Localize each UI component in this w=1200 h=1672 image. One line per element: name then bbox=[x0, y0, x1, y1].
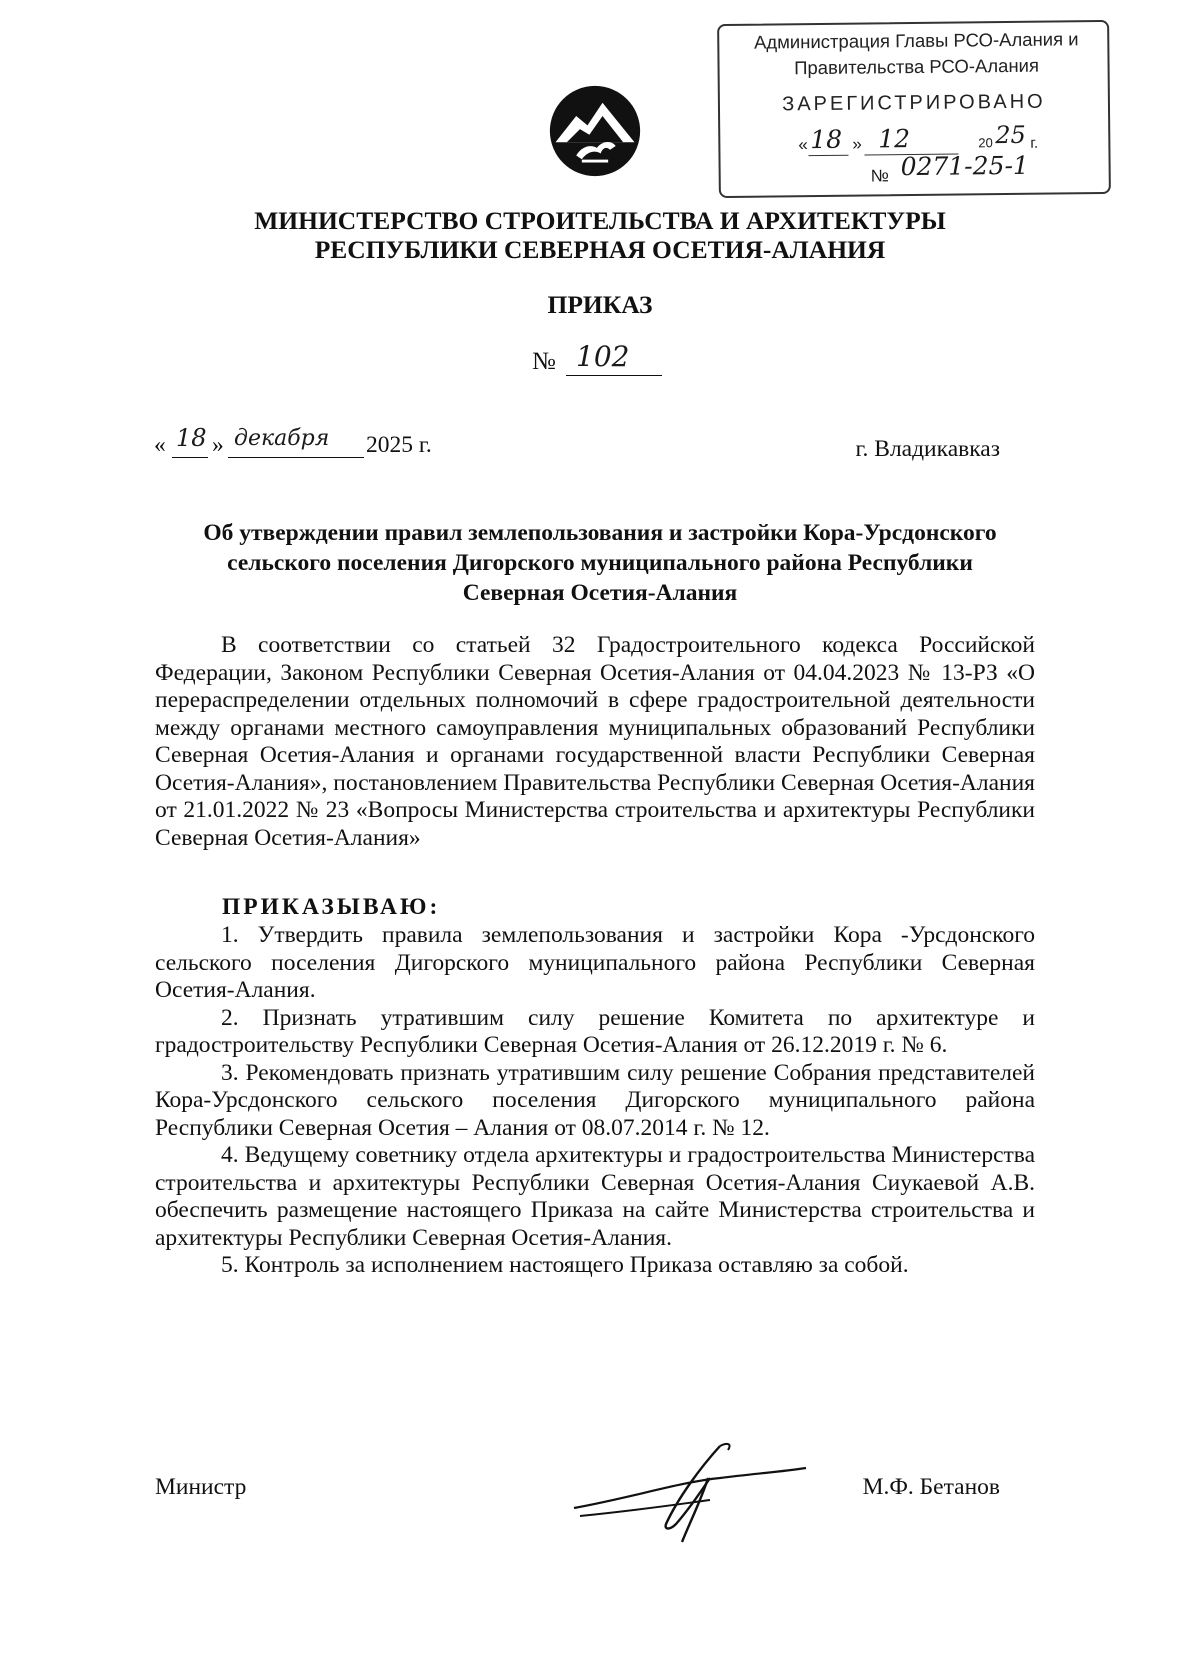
order-item-2: 2. Признать утратившим силу решение Комитета по архитектуре и градостроительству Республики Северная Осетия-Алания от 26.12.2019 г. № 6. bbox=[155, 1004, 1035, 1058]
emblem-icon bbox=[548, 84, 642, 178]
date-open-quote: « bbox=[154, 432, 166, 458]
signer-name: М.Ф. Бетанов bbox=[862, 1474, 1000, 1500]
stamp-status: ЗАРЕГИСТРИРОВАНО bbox=[782, 90, 1046, 116]
handwritten-signature bbox=[570, 1438, 810, 1548]
document-type: ПРИКАЗ bbox=[547, 290, 653, 319]
order-number-underline bbox=[566, 375, 662, 376]
subject-line-2: сельского поселения Дигорского муниципального района Республики bbox=[227, 550, 973, 576]
order-number bbox=[532, 340, 630, 376]
subject-line-1: Об утверждении правил землепользования и застройки Кора-Урсдонского bbox=[203, 520, 997, 546]
command-word: ПРИКАЗЫВАЮ: bbox=[222, 894, 441, 920]
stamp-month: 12 bbox=[878, 124, 911, 154]
order-items bbox=[155, 922, 1035, 1280]
date-close-quote: » bbox=[212, 432, 224, 458]
stamp-close-quote: » bbox=[852, 134, 862, 154]
order-number-label: № bbox=[532, 348, 556, 375]
ministry-line-2: РЕСПУБЛИКИ СЕВЕРНАЯ ОСЕТИЯ-АЛАНИЯ bbox=[314, 235, 886, 264]
signer-position: Министр bbox=[155, 1474, 247, 1500]
city: г. Владикавказ bbox=[855, 436, 1000, 462]
ministry-line-1: МИНИСТЕРСТВО СТРОИТЕЛЬСТВА И АРХИТЕКТУРЫ bbox=[254, 206, 946, 235]
subject-line-3: Северная Осетия-Алания bbox=[462, 580, 738, 606]
order-date bbox=[154, 424, 432, 459]
stamp-number bbox=[870, 150, 1101, 192]
stamp-organization: Администрация Главы РСО-Алания и Правительства РСО-Алания bbox=[753, 28, 1079, 79]
stamp-number-label: № bbox=[870, 166, 890, 186]
date-year: 2025 г. bbox=[366, 432, 432, 458]
preamble-text: В соответствии со статьей 32 Градостроительного кодекса Российской Федерации, Законом Республики Северная Осетия-Алания от 04.04.2023 № 13-РЗ «О перераспределении отдельных полномочий в сфере градостроительной деятельности между органами местного самоуправления муниципальных образований Республики Северная Осетия-Алания и органами государственной власти Республики Северная Осетия-Алания», постановлением Правительства Республики Северная Осетия-Алания от 21.01.2022 № 23 «Вопросы Министерства строительства и архитектуры Республики Северная Осетия-Алания» bbox=[155, 632, 1035, 851]
stamp-year-prefix: 20 bbox=[978, 135, 993, 151]
order-item-4: 4. Ведущему советнику отдела архитектуры и градостроительства Министерства строительства и архитектуры Республики Северная Осетия-Алания Сиукаевой А.В. обеспечить размещение настоящего Приказа на сайте Министерства строительства и архитектуры Республики Северная Осетия-Алания. bbox=[155, 1142, 1035, 1251]
registration-stamp bbox=[717, 20, 1111, 198]
order-item-5: 5. Контроль за исполнением настоящего Приказа оставляю за собой. bbox=[221, 1252, 909, 1278]
stamp-day: 18 bbox=[810, 124, 843, 155]
ministry-name bbox=[0, 206, 1200, 264]
order-item-1: 1. Утвердить правила землепользования и застройки Кора -Урсдонского сельского поселения Дигорского муниципального района Республики Северная Осетия-Алания. bbox=[155, 922, 1035, 1003]
order-subject bbox=[0, 518, 1200, 608]
stamp-year-suffix: 25 bbox=[995, 120, 1026, 150]
date-day: 18 bbox=[176, 424, 207, 452]
order-number-value: 102 bbox=[576, 340, 630, 373]
date-month: декабря bbox=[234, 426, 330, 451]
preamble bbox=[155, 632, 1035, 852]
stamp-year-unit: г. bbox=[1030, 134, 1039, 152]
order-item-3: 3. Рекомендовать признать утратившим силу решение Собрания представителей Кора-Урсдонского сельского поселения Дигорского муниципального района Республики Северная Осетия – Алания от 08.07.2014 г. № 12. bbox=[155, 1059, 1035, 1141]
stamp-number-value: 0271-25-1 bbox=[900, 150, 1029, 182]
stamp-open-quote: « bbox=[798, 135, 808, 155]
